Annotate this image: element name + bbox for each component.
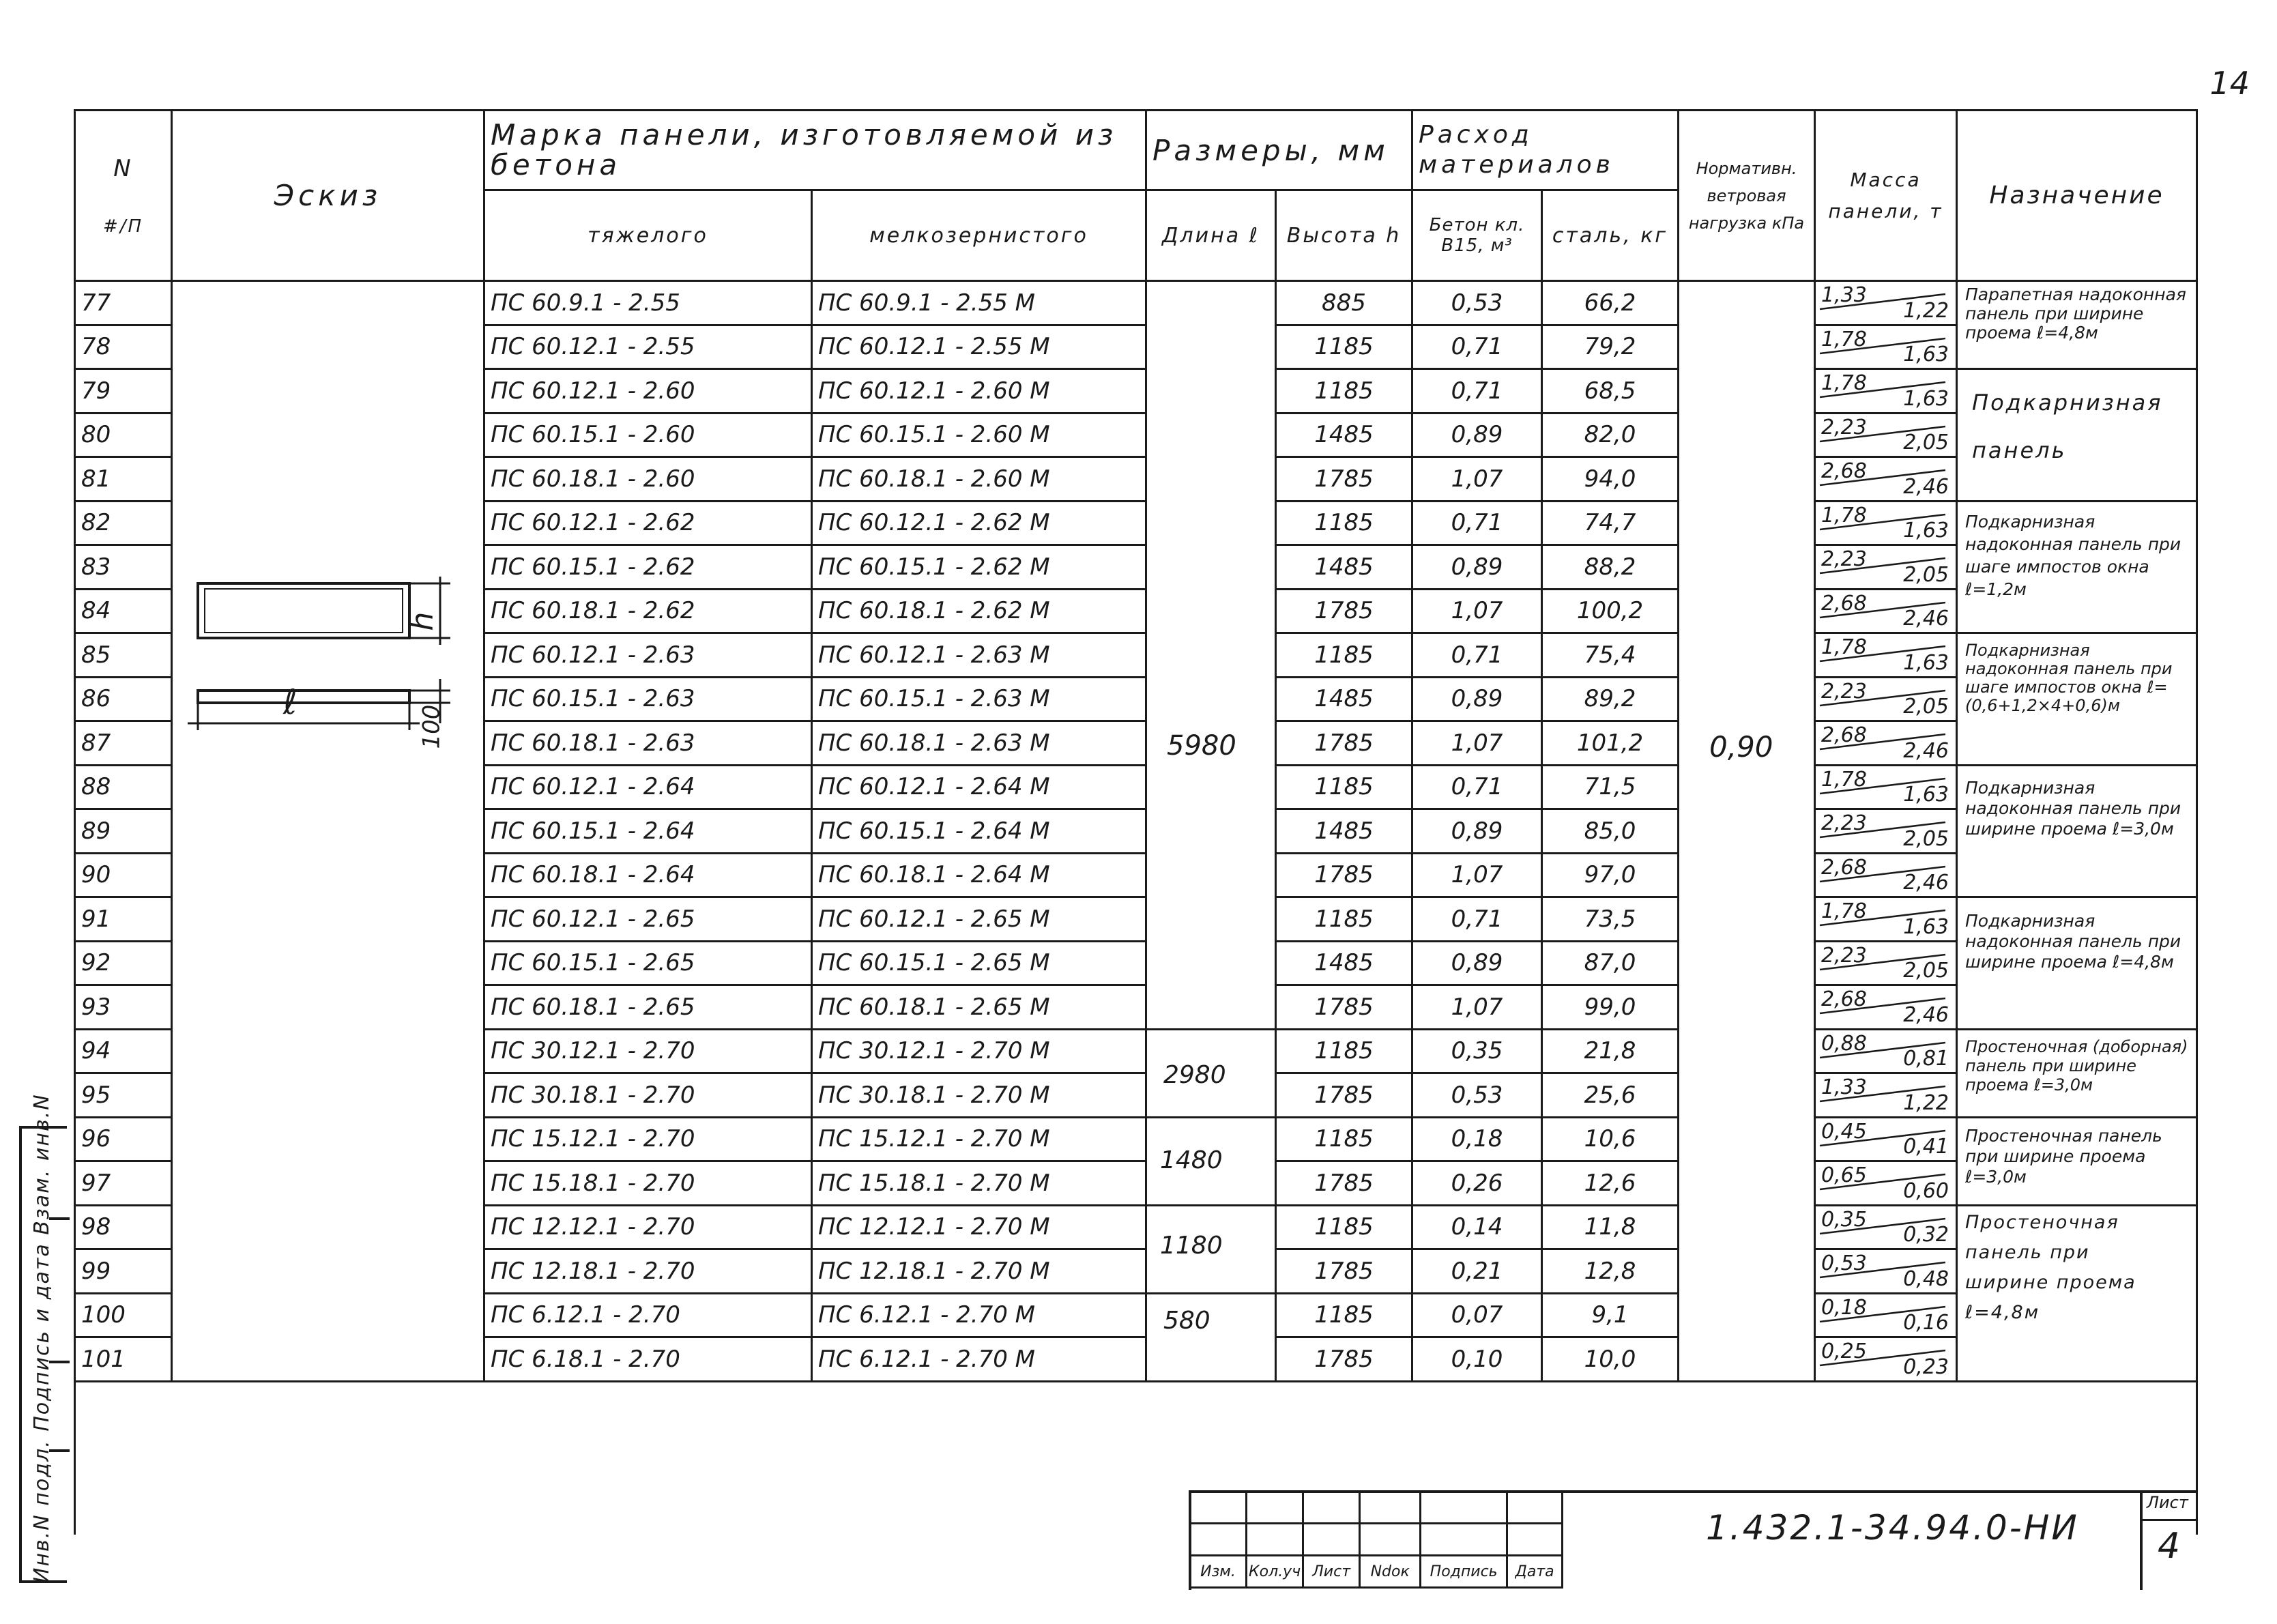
height-value: 1785 bbox=[1276, 721, 1412, 766]
height-value: 1485 bbox=[1276, 413, 1412, 457]
mark-heavy: ПС 12.18.1 - 2.70 bbox=[484, 1249, 812, 1294]
wind-cell bbox=[1679, 281, 1815, 1382]
height-value: 1185 bbox=[1276, 501, 1412, 545]
mark-heavy: ПС 60.18.1 - 2.63 bbox=[484, 721, 812, 766]
spec-table bbox=[74, 109, 2198, 1535]
height-value: 1185 bbox=[1276, 1205, 1412, 1249]
purpose-parapet: Парапетная надоконная панель при ширине проема ℓ=4,8м bbox=[1965, 285, 2186, 343]
row-number: 86 bbox=[75, 677, 172, 721]
purpose-pier-additional: Простеночная (доборная) панель при ширине проема ℓ=3,0м bbox=[1965, 1037, 2188, 1094]
row-number: 84 bbox=[75, 589, 172, 633]
steel-value: 79,2 bbox=[1542, 325, 1679, 369]
mark-finegrain: ПС 60.15.1 - 2.60 М bbox=[812, 413, 1146, 457]
mass-heavy: 1,33 bbox=[1821, 1075, 1867, 1099]
mass-heavy: 2,68 bbox=[1821, 591, 1867, 615]
mass-heavy: 2,23 bbox=[1821, 943, 1867, 968]
mass-heavy: 2,23 bbox=[1821, 415, 1867, 439]
concrete-value: 1,07 bbox=[1412, 721, 1542, 766]
steel-value: 10,0 bbox=[1542, 1337, 1679, 1382]
row-number: 94 bbox=[75, 1029, 172, 1073]
header-wind: Нормативн. ветровая нагрузка кПа bbox=[1679, 111, 1815, 281]
header-concrete: Бетон кл. B15, м³ bbox=[1412, 190, 1542, 281]
mark-finegrain: ПС 12.12.1 - 2.70 М bbox=[812, 1205, 1146, 1249]
row-number: 98 bbox=[75, 1205, 172, 1249]
stamp-column-label: Кол.уч bbox=[1247, 1556, 1303, 1588]
mark-heavy: ПС 60.15.1 - 2.65 bbox=[484, 941, 812, 985]
document-code: 1.432.1-34.94.0-НИ bbox=[1706, 1508, 2079, 1548]
mass-finegrain: 1,63 bbox=[1903, 914, 1949, 939]
row-number: 97 bbox=[75, 1161, 172, 1206]
steel-value: 25,6 bbox=[1542, 1073, 1679, 1118]
purpose-cornice: Подкарнизная панель bbox=[1972, 390, 2163, 463]
concrete-value: 0,14 bbox=[1412, 1205, 1542, 1249]
mass-heavy: 2,68 bbox=[1821, 723, 1867, 747]
steel-value: 87,0 bbox=[1542, 941, 1679, 985]
concrete-value: 0,53 bbox=[1412, 281, 1542, 325]
row-number: 92 bbox=[75, 941, 172, 985]
mass-heavy: 0,25 bbox=[1821, 1339, 1867, 1363]
mass-finegrain: 2,05 bbox=[1903, 826, 1949, 851]
mass-finegrain: 0,48 bbox=[1903, 1266, 1949, 1291]
mark-heavy: ПС 60.18.1 - 2.64 bbox=[484, 853, 812, 897]
header-materials: Расход материалов bbox=[1412, 111, 1679, 190]
row-number: 83 bbox=[75, 545, 172, 590]
concrete-value: 0,89 bbox=[1412, 941, 1542, 985]
height-value: 1785 bbox=[1276, 1073, 1412, 1118]
mass-finegrain: 1,63 bbox=[1903, 519, 1949, 542]
mass-cell bbox=[1815, 853, 1957, 897]
length-5980: 5980 bbox=[1167, 730, 1236, 762]
mark-heavy: ПС 30.12.1 - 2.70 bbox=[484, 1029, 812, 1073]
mark-finegrain: ПС 60.12.1 - 2.63 М bbox=[812, 633, 1146, 678]
row-number: 99 bbox=[75, 1249, 172, 1294]
header-heavy: тяжелого bbox=[484, 190, 812, 281]
mark-heavy: ПС 60.12.1 - 2.64 bbox=[484, 765, 812, 809]
header-length: Длина ℓ bbox=[1146, 190, 1276, 281]
mass-cell bbox=[1815, 1205, 1957, 1249]
purpose-cornice-window-2: Подкарнизная надоконная панель при шаге импостов окна ℓ=(0,6+1,2×4+0,6)м bbox=[1965, 641, 2173, 715]
row-number: 100 bbox=[75, 1293, 172, 1337]
mass-finegrain: 1,63 bbox=[1903, 343, 1949, 366]
steel-value: 73,5 bbox=[1542, 897, 1679, 942]
length-cell bbox=[1146, 281, 1276, 1030]
steel-value: 66,2 bbox=[1542, 281, 1679, 325]
mark-finegrain: ПС 6.12.1 - 2.70 М bbox=[812, 1293, 1146, 1337]
mass-cell bbox=[1815, 501, 1957, 545]
row-number: 81 bbox=[75, 457, 172, 502]
mass-cell bbox=[1815, 1337, 1957, 1382]
header-mass: Масса панели, т bbox=[1815, 111, 1957, 281]
header-sizes: Размеры, мм bbox=[1146, 111, 1412, 190]
purpose-cornice-window-1: Подкарнизная надоконная панель при шаге импостов окна ℓ=1,2м bbox=[1965, 512, 2181, 599]
steel-value: 12,6 bbox=[1542, 1161, 1679, 1206]
height-value: 885 bbox=[1276, 281, 1412, 325]
mark-finegrain: ПС 12.18.1 - 2.70 М bbox=[812, 1249, 1146, 1294]
mark-finegrain: ПС 15.18.1 - 2.70 М bbox=[812, 1161, 1146, 1206]
mass-finegrain: 0,23 bbox=[1903, 1354, 1949, 1379]
concrete-value: 0,26 bbox=[1412, 1161, 1542, 1206]
mass-heavy: 1,78 bbox=[1821, 767, 1867, 792]
mass-cell bbox=[1815, 545, 1957, 590]
stamp-column-label: Лист bbox=[1303, 1556, 1360, 1588]
height-value: 1485 bbox=[1276, 677, 1412, 721]
row-number: 90 bbox=[75, 853, 172, 897]
purpose-cornice-opening-3: Подкарнизная надоконная панель при ширине проема ℓ=3,0м bbox=[1965, 778, 2181, 839]
stamp-column-label: Изм. bbox=[1190, 1556, 1247, 1588]
mark-finegrain: ПС 60.9.1 - 2.55 М bbox=[812, 281, 1146, 325]
length-1180: 1180 bbox=[1160, 1232, 1223, 1260]
mark-finegrain: ПС 60.18.1 - 2.62 М bbox=[812, 589, 1146, 633]
mass-heavy: 1,78 bbox=[1821, 327, 1867, 351]
mark-heavy: ПС 60.9.1 - 2.55 bbox=[484, 281, 812, 325]
mark-heavy: ПС 60.18.1 - 2.65 bbox=[484, 985, 812, 1030]
steel-value: 75,4 bbox=[1542, 633, 1679, 678]
sheet-number: 4 bbox=[2158, 1526, 2181, 1567]
header-finegrain: мелкозернистого bbox=[812, 190, 1146, 281]
mass-heavy: 0,65 bbox=[1821, 1163, 1867, 1187]
steel-value: 101,2 bbox=[1542, 721, 1679, 766]
steel-value: 89,2 bbox=[1542, 677, 1679, 721]
mass-finegrain: 1,63 bbox=[1903, 783, 1949, 807]
row-number: 88 bbox=[75, 765, 172, 809]
mark-finegrain: ПС 60.12.1 - 2.62 М bbox=[812, 501, 1146, 545]
concrete-value: 0,89 bbox=[1412, 809, 1542, 854]
sketch-label-thickness: 100 bbox=[418, 704, 446, 749]
concrete-value: 0,18 bbox=[1412, 1117, 1542, 1161]
mass-heavy: 2,68 bbox=[1821, 855, 1867, 880]
concrete-value: 1,07 bbox=[1412, 985, 1542, 1030]
mark-heavy: ПС 60.15.1 - 2.62 bbox=[484, 545, 812, 590]
length-1480: 1480 bbox=[1160, 1146, 1223, 1174]
height-value: 1185 bbox=[1276, 1293, 1412, 1337]
mark-heavy: ПС 15.18.1 - 2.70 bbox=[484, 1161, 812, 1206]
mass-finegrain: 1,63 bbox=[1903, 386, 1949, 411]
mark-finegrain: ПС 60.12.1 - 2.64 М bbox=[812, 765, 1146, 809]
concrete-value: 0,71 bbox=[1412, 501, 1542, 545]
mass-cell bbox=[1815, 721, 1957, 766]
length-580: 580 bbox=[1163, 1307, 1210, 1335]
row-number: 85 bbox=[75, 633, 172, 678]
row-number: 93 bbox=[75, 985, 172, 1030]
row-number: 89 bbox=[75, 809, 172, 854]
mark-finegrain: ПС 30.12.1 - 2.70 М bbox=[812, 1029, 1146, 1073]
header-steel: сталь, кг bbox=[1542, 190, 1679, 281]
mass-cell bbox=[1815, 941, 1957, 985]
height-value: 1785 bbox=[1276, 457, 1412, 502]
mass-finegrain: 1,22 bbox=[1903, 298, 1949, 323]
mass-heavy: 0,88 bbox=[1821, 1031, 1867, 1056]
steel-value: 9,1 bbox=[1542, 1293, 1679, 1337]
mark-heavy: ПС 60.12.1 - 2.62 bbox=[484, 501, 812, 545]
mass-finegrain: 2,05 bbox=[1903, 695, 1949, 719]
steel-value: 12,8 bbox=[1542, 1249, 1679, 1294]
mass-cell bbox=[1815, 1073, 1957, 1118]
sketch-label-l: ℓ bbox=[283, 682, 298, 722]
row-number: 80 bbox=[75, 413, 172, 457]
mass-finegrain: 0,16 bbox=[1903, 1311, 1949, 1335]
mark-finegrain: ПС 60.12.1 - 2.55 М bbox=[812, 325, 1146, 369]
mass-finegrain: 2,46 bbox=[1903, 738, 1949, 763]
height-value: 1785 bbox=[1276, 1249, 1412, 1294]
mark-finegrain: ПС 60.12.1 - 2.65 М bbox=[812, 897, 1146, 942]
mark-heavy: ПС 6.12.1 - 2.70 bbox=[484, 1293, 812, 1337]
page-number: 14 bbox=[2209, 65, 2250, 102]
concrete-value: 0,89 bbox=[1412, 677, 1542, 721]
header-mark: Марка панели, изготовляемой из бетона bbox=[484, 111, 1146, 190]
mass-cell bbox=[1815, 413, 1957, 457]
mark-finegrain: ПС 30.18.1 - 2.70 М bbox=[812, 1073, 1146, 1118]
stamp-column-label: Дата bbox=[1507, 1556, 1563, 1588]
stamp-column-label: Ndок bbox=[1360, 1556, 1421, 1588]
mass-heavy: 2,23 bbox=[1821, 679, 1867, 704]
height-value: 1485 bbox=[1276, 941, 1412, 985]
height-value: 1185 bbox=[1276, 1117, 1412, 1161]
header-height: Высота h bbox=[1276, 190, 1412, 281]
steel-value: 97,0 bbox=[1542, 853, 1679, 897]
mass-cell bbox=[1815, 457, 1957, 502]
concrete-value: 0,71 bbox=[1412, 765, 1542, 809]
mass-heavy: 1,78 bbox=[1821, 503, 1867, 527]
mark-finegrain: ПС 60.15.1 - 2.65 М bbox=[812, 941, 1146, 985]
row-number: 95 bbox=[75, 1073, 172, 1118]
steel-value: 88,2 bbox=[1542, 545, 1679, 590]
concrete-value: 0,71 bbox=[1412, 325, 1542, 369]
row-number: 77 bbox=[75, 281, 172, 325]
mark-heavy: ПС 6.18.1 - 2.70 bbox=[484, 1337, 812, 1382]
concrete-value: 0,89 bbox=[1412, 545, 1542, 590]
mark-finegrain: ПС 6.12.1 - 2.70 М bbox=[812, 1337, 1146, 1382]
height-value: 1485 bbox=[1276, 809, 1412, 854]
mark-finegrain: ПС 60.15.1 - 2.62 М bbox=[812, 545, 1146, 590]
sketch-cell bbox=[172, 281, 484, 1382]
concrete-value: 0,71 bbox=[1412, 369, 1542, 414]
mass-cell bbox=[1815, 369, 1957, 414]
header-purpose: Назначение bbox=[1957, 111, 2197, 281]
mass-cell bbox=[1815, 633, 1957, 678]
mark-heavy: ПС 30.18.1 - 2.70 bbox=[484, 1073, 812, 1118]
mass-finegrain: 2,05 bbox=[1903, 959, 1949, 983]
purpose-pier-3m: Простеночная панель при ширине проема ℓ=3,0м bbox=[1965, 1126, 2162, 1187]
mass-finegrain: 0,60 bbox=[1903, 1178, 1949, 1203]
mass-finegrain: 1,63 bbox=[1903, 650, 1949, 675]
stamp-grid bbox=[1189, 1490, 1563, 1589]
steel-value: 21,8 bbox=[1542, 1029, 1679, 1073]
height-value: 1785 bbox=[1276, 985, 1412, 1030]
mass-heavy: 0,18 bbox=[1821, 1295, 1867, 1320]
height-value: 1185 bbox=[1276, 1029, 1412, 1073]
row-number: 78 bbox=[75, 325, 172, 369]
height-value: 1485 bbox=[1276, 545, 1412, 590]
height-value: 1785 bbox=[1276, 1161, 1412, 1206]
mass-finegrain: 0,32 bbox=[1903, 1223, 1949, 1247]
concrete-value: 0,53 bbox=[1412, 1073, 1542, 1118]
mass-finegrain: 2,05 bbox=[1903, 562, 1949, 587]
mark-finegrain: ПС 60.15.1 - 2.63 М bbox=[812, 677, 1146, 721]
concrete-value: 0,35 bbox=[1412, 1029, 1542, 1073]
mass-finegrain: 1,22 bbox=[1903, 1090, 1949, 1115]
steel-value: 10,6 bbox=[1542, 1117, 1679, 1161]
height-value: 1185 bbox=[1276, 633, 1412, 678]
concrete-value: 1,07 bbox=[1412, 457, 1542, 502]
mark-finegrain: ПС 15.12.1 - 2.70 М bbox=[812, 1117, 1146, 1161]
mass-finegrain: 0,41 bbox=[1903, 1135, 1949, 1159]
length-2980: 2980 bbox=[1163, 1061, 1226, 1089]
mark-finegrain: ПС 60.12.1 - 2.60 М bbox=[812, 369, 1146, 414]
concrete-value: 0,71 bbox=[1412, 897, 1542, 942]
mass-cell bbox=[1815, 985, 1957, 1030]
row-number: 87 bbox=[75, 721, 172, 766]
mark-heavy: ПС 60.12.1 - 2.65 bbox=[484, 897, 812, 942]
mark-heavy: ПС 15.12.1 - 2.70 bbox=[484, 1117, 812, 1161]
mark-heavy: ПС 12.12.1 - 2.70 bbox=[484, 1205, 812, 1249]
sheet-label: Лист bbox=[2147, 1493, 2188, 1512]
steel-value: 82,0 bbox=[1542, 413, 1679, 457]
purpose-pier-4m: Простеночная панель при ширине проема ℓ=4,8м bbox=[1965, 1212, 2136, 1323]
mass-heavy: 2,23 bbox=[1821, 547, 1867, 571]
mark-heavy: ПС 60.15.1 - 2.64 bbox=[484, 809, 812, 854]
mass-cell bbox=[1815, 897, 1957, 942]
mark-finegrain: ПС 60.18.1 - 2.64 М bbox=[812, 853, 1146, 897]
mass-cell bbox=[1815, 1249, 1957, 1294]
height-value: 1785 bbox=[1276, 1337, 1412, 1382]
steel-value: 100,2 bbox=[1542, 589, 1679, 633]
sheet-box bbox=[2140, 1490, 2196, 1590]
mass-cell bbox=[1815, 1029, 1957, 1073]
mark-heavy: ПС 60.18.1 - 2.62 bbox=[484, 589, 812, 633]
mass-cell bbox=[1815, 677, 1957, 721]
mark-heavy: ПС 60.15.1 - 2.63 bbox=[484, 677, 812, 721]
mass-heavy: 1,78 bbox=[1821, 899, 1867, 923]
stamp-column-label: Подпись bbox=[1421, 1556, 1507, 1588]
mass-heavy: 2,23 bbox=[1821, 811, 1867, 835]
mass-finegrain: 2,46 bbox=[1903, 607, 1949, 630]
mass-cell bbox=[1815, 1161, 1957, 1206]
mark-heavy: ПС 60.12.1 - 2.60 bbox=[484, 369, 812, 414]
mark-heavy: ПС 60.15.1 - 2.60 bbox=[484, 413, 812, 457]
steel-value: 85,0 bbox=[1542, 809, 1679, 854]
row-number: 91 bbox=[75, 897, 172, 942]
height-value: 1185 bbox=[1276, 325, 1412, 369]
steel-value: 71,5 bbox=[1542, 765, 1679, 809]
mark-heavy: ПС 60.12.1 - 2.55 bbox=[484, 325, 812, 369]
concrete-value: 0,07 bbox=[1412, 1293, 1542, 1337]
mass-heavy: 2,68 bbox=[1821, 459, 1867, 483]
sketch-label-h: h bbox=[405, 611, 440, 631]
mass-cell bbox=[1815, 325, 1957, 369]
mass-cell bbox=[1815, 281, 1957, 325]
mass-finegrain: 2,46 bbox=[1903, 1002, 1949, 1027]
table-row bbox=[75, 281, 2197, 325]
mass-cell bbox=[1815, 1293, 1957, 1337]
mass-finegrain: 2,46 bbox=[1903, 474, 1949, 499]
mark-finegrain: ПС 60.15.1 - 2.64 М bbox=[812, 809, 1146, 854]
header-num: N #/П bbox=[75, 111, 172, 281]
row-number: 101 bbox=[75, 1337, 172, 1382]
mark-heavy: ПС 60.12.1 - 2.63 bbox=[484, 633, 812, 678]
height-value: 1185 bbox=[1276, 897, 1412, 942]
mass-heavy: 2,68 bbox=[1821, 987, 1867, 1011]
mass-cell bbox=[1815, 765, 1957, 809]
steel-value: 74,7 bbox=[1542, 501, 1679, 545]
row-number: 96 bbox=[75, 1117, 172, 1161]
concrete-value: 0,10 bbox=[1412, 1337, 1542, 1382]
mass-heavy: 1,78 bbox=[1821, 635, 1867, 659]
steel-value: 94,0 bbox=[1542, 457, 1679, 502]
concrete-value: 0,21 bbox=[1412, 1249, 1542, 1294]
mass-heavy: 1,78 bbox=[1821, 371, 1867, 395]
mark-heavy: ПС 60.18.1 - 2.60 bbox=[484, 457, 812, 502]
mass-cell bbox=[1815, 809, 1957, 854]
row-number: 82 bbox=[75, 501, 172, 545]
steel-value: 99,0 bbox=[1542, 985, 1679, 1030]
mass-finegrain: 2,46 bbox=[1903, 871, 1949, 895]
mark-finegrain: ПС 60.18.1 - 2.60 М bbox=[812, 457, 1146, 502]
purpose-cornice-opening-4: Подкарнизная надоконная панель при ширине проема ℓ=4,8м bbox=[1965, 911, 2181, 972]
mass-heavy: 0,45 bbox=[1821, 1119, 1867, 1144]
concrete-value: 0,89 bbox=[1412, 413, 1542, 457]
sidebar-text: Инв.N подл. Подпись и дата Взам. инв.N bbox=[30, 1093, 54, 1583]
concrete-value: 1,07 bbox=[1412, 853, 1542, 897]
header-sketch: Эскиз bbox=[172, 111, 484, 281]
mass-cell bbox=[1815, 1117, 1957, 1161]
height-value: 1785 bbox=[1276, 589, 1412, 633]
mass-heavy: 0,35 bbox=[1821, 1207, 1867, 1232]
height-value: 1785 bbox=[1276, 853, 1412, 897]
height-value: 1185 bbox=[1276, 765, 1412, 809]
concrete-value: 0,71 bbox=[1412, 633, 1542, 678]
concrete-value: 1,07 bbox=[1412, 589, 1542, 633]
height-value: 1185 bbox=[1276, 369, 1412, 414]
mark-finegrain: ПС 60.18.1 - 2.63 М bbox=[812, 721, 1146, 766]
row-number: 79 bbox=[75, 369, 172, 414]
mass-heavy: 1,33 bbox=[1821, 283, 1867, 307]
mass-finegrain: 0,81 bbox=[1903, 1047, 1949, 1071]
wind-load-value: 0,90 bbox=[1709, 730, 1773, 764]
mass-cell bbox=[1815, 589, 1957, 633]
mass-heavy: 0,53 bbox=[1821, 1251, 1867, 1275]
mark-finegrain: ПС 60.18.1 - 2.65 М bbox=[812, 985, 1146, 1030]
steel-value: 68,5 bbox=[1542, 369, 1679, 414]
mass-finegrain: 2,05 bbox=[1903, 431, 1949, 454]
steel-value: 11,8 bbox=[1542, 1205, 1679, 1249]
